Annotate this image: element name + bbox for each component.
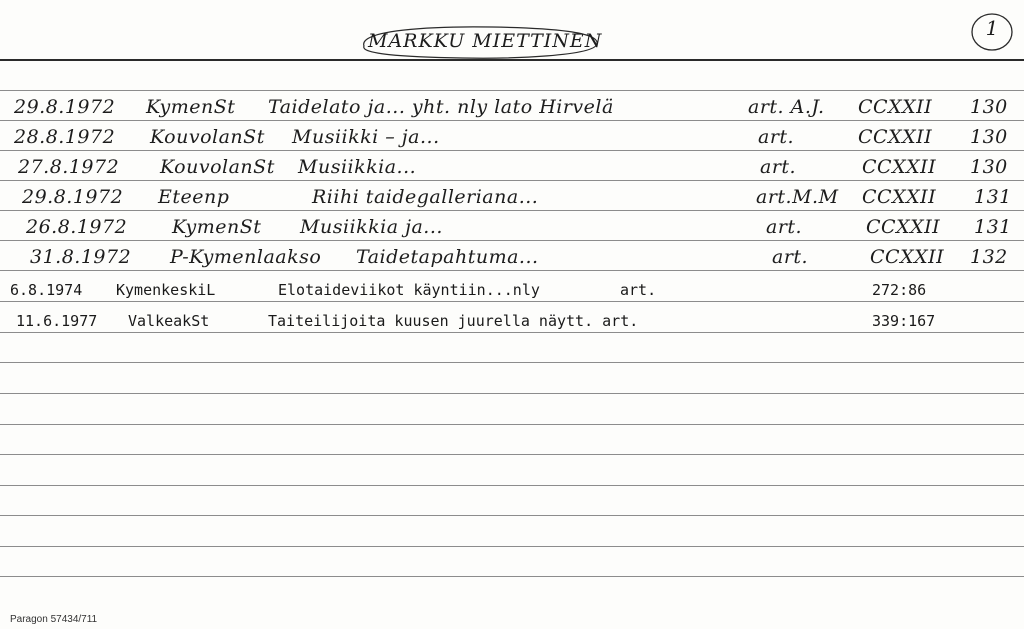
rule-line xyxy=(0,210,1024,211)
entry-volume: CCXXII xyxy=(858,96,933,118)
entry-source: KouvolanSt xyxy=(150,126,265,148)
entry-type: art. xyxy=(758,126,795,148)
entry-date: 31.8.1972 xyxy=(30,246,132,268)
entry-volume: CCXXII xyxy=(862,186,937,208)
entry-type: art. A.J. xyxy=(748,96,825,118)
entry-type: art. xyxy=(766,216,803,238)
person-name: MARKKU MIETTINEN xyxy=(368,30,603,52)
entry-source: ValkeakSt xyxy=(128,312,210,330)
entry-source: KymenSt xyxy=(172,216,262,238)
rule-line xyxy=(0,515,1024,516)
rule-line xyxy=(0,301,1024,302)
entry-source: KymenSt xyxy=(146,96,236,118)
card-number xyxy=(968,10,1016,54)
entry-type: art. xyxy=(760,156,797,178)
entry-volume: CCXXII xyxy=(866,216,941,238)
rule-line xyxy=(0,240,1024,241)
card-title xyxy=(352,24,602,60)
entry-reference: 272:86 xyxy=(872,281,927,299)
entry-title: Musiikkia ja... xyxy=(300,216,443,238)
entry-title: Taidelato ja... yht. nly lato Hirvelä xyxy=(268,96,614,118)
rule-line xyxy=(0,485,1024,486)
card-number-text: 1 xyxy=(985,16,999,40)
entry-title: Musiikki – ja... xyxy=(292,126,440,148)
rule-line xyxy=(0,270,1024,271)
entry-date: 26.8.1972 xyxy=(26,216,128,238)
entry-date: 29.8.1972 xyxy=(14,96,116,118)
rule-line xyxy=(0,393,1024,394)
rule-line xyxy=(0,180,1024,181)
entry-reference: 339:167 xyxy=(872,312,936,330)
entry-date: 29.8.1972 xyxy=(22,186,124,208)
entry-volume: CCXXII xyxy=(870,246,945,268)
entry-date: 6.8.1974 xyxy=(10,281,83,299)
rule-line xyxy=(0,362,1024,363)
entry-page: 131 xyxy=(974,216,1012,238)
entry-date: 27.8.1972 xyxy=(18,156,120,178)
entry-title: Taiteilijoita kuusen juurella näytt. art. xyxy=(268,312,639,330)
entry-page: 130 xyxy=(970,96,1008,118)
entry-type: art. xyxy=(772,246,809,268)
entry-source: Eteenp xyxy=(158,186,230,208)
entry-date: 11.6.1977 xyxy=(16,312,98,330)
entry-title: Riihi taidegalleriana... xyxy=(312,186,539,208)
printer-imprint: Paragon 57434/711 xyxy=(10,614,98,625)
entry-source: KymenkeskiL xyxy=(116,281,216,299)
entry-type: art.M.M xyxy=(756,186,839,208)
entry-date: 28.8.1972 xyxy=(14,126,116,148)
entry-title: Taidetapahtuma... xyxy=(356,246,539,268)
rule-line xyxy=(0,90,1024,91)
entry-page: 130 xyxy=(970,156,1008,178)
rule-line xyxy=(0,424,1024,425)
rule-line xyxy=(0,120,1024,121)
entry-volume: CCXXII xyxy=(862,156,937,178)
entry-page: 131 xyxy=(974,186,1012,208)
entry-source: P-Kymenlaakso xyxy=(170,246,322,268)
entry-type: art. xyxy=(620,281,657,299)
rule-line xyxy=(0,576,1024,577)
entry-page: 130 xyxy=(970,126,1008,148)
entry-title: Musiikkia... xyxy=(298,156,417,178)
entry-source: KouvolanSt xyxy=(160,156,275,178)
entry-title: Elotaideviikot käyntiin...nly xyxy=(278,281,540,299)
entry-page: 132 xyxy=(970,246,1008,268)
entry-volume: CCXXII xyxy=(858,126,933,148)
header-rule xyxy=(0,59,1024,61)
rule-line xyxy=(0,454,1024,455)
rule-line xyxy=(0,150,1024,151)
rule-line xyxy=(0,332,1024,333)
rule-line xyxy=(0,546,1024,547)
